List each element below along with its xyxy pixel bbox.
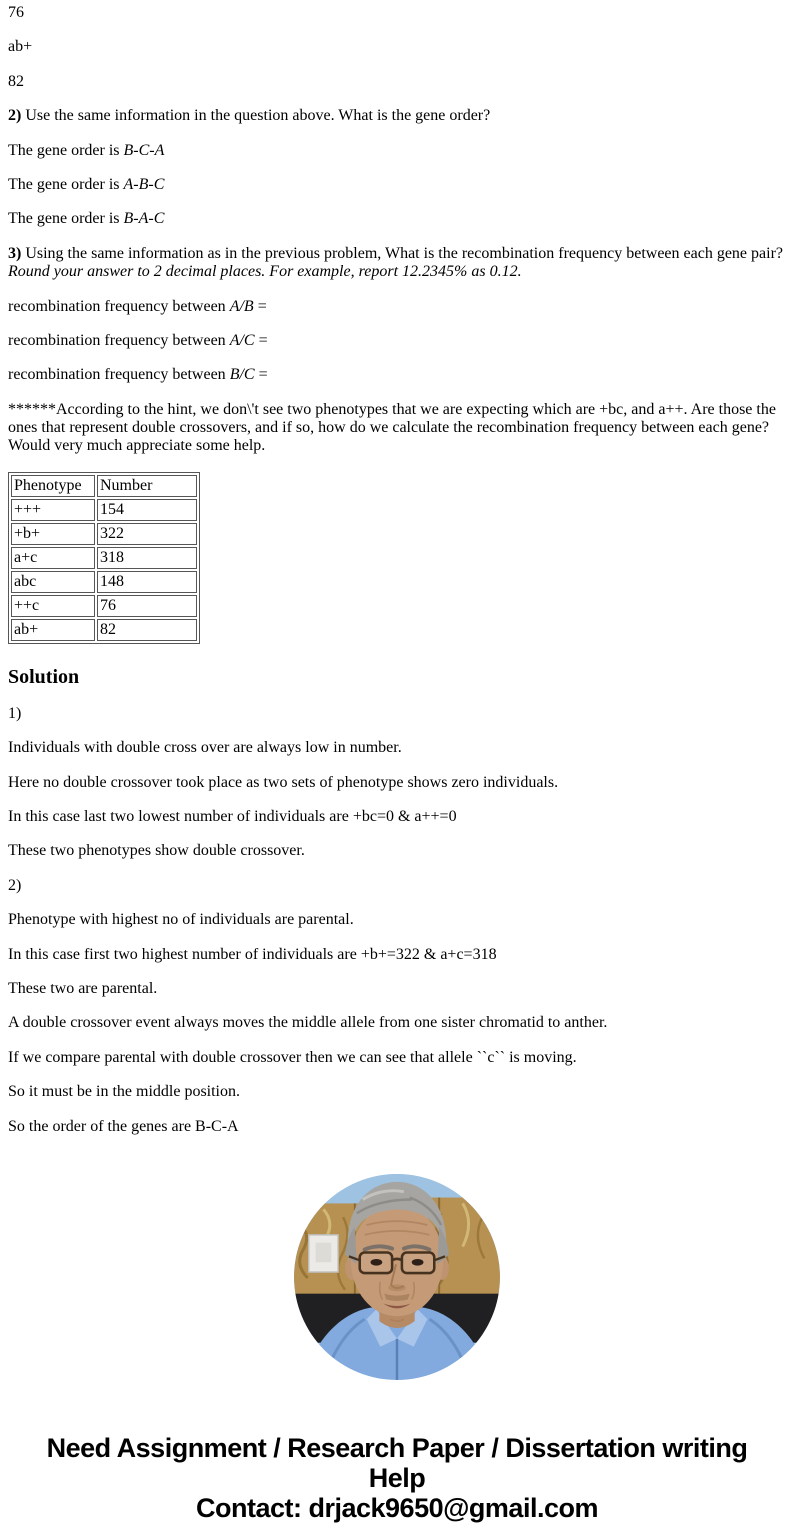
- gene-pair: B/C: [229, 366, 255, 384]
- number-cell: 148: [97, 571, 197, 593]
- gene-order-option: The gene order is B-C-A: [8, 141, 165, 159]
- table-row: [11, 619, 197, 641]
- phenotype-cell: a+c: [11, 547, 95, 569]
- recombination-line: recombination frequency between B/C =: [8, 366, 268, 384]
- solution-part-label: 1): [8, 704, 22, 722]
- question-3-number: 3): [8, 244, 22, 262]
- solution-paragraph: In this case last two lowest number of individuals are +bc=0 & a++=0: [8, 808, 457, 826]
- question-3-body: Using the same information as in the previous problem, What is the recombination frequency between each gene pair?: [21, 244, 783, 262]
- table-row: [11, 547, 197, 569]
- solution-heading: Solution: [8, 665, 80, 688]
- solution-paragraph: These two phenotypes show double crossover.: [8, 842, 305, 860]
- question-2-text: [8, 107, 786, 125]
- solution-paragraph: Phenotype with highest no of individuals are parental.: [8, 911, 354, 929]
- table-row: [11, 499, 197, 521]
- phenotype-cell: +++: [11, 499, 95, 521]
- solution-paragraph: Here no double crossover took place as two sets of phenotype shows zero individuals.: [8, 773, 559, 791]
- solution-paragraph: In this case first two highest number of individuals are +b+=322 & a+c=318: [8, 945, 497, 963]
- number-cell: 322: [97, 523, 197, 545]
- number-cell: 76: [97, 595, 197, 617]
- gene-order-option: The gene order is A-B-C: [8, 175, 165, 193]
- solution-paragraph: If we compare parental with double crossover then we can see that allele ``c`` is moving.: [8, 1048, 577, 1066]
- solution-paragraph: These two are parental.: [8, 979, 158, 997]
- number-cell: 82: [97, 619, 197, 641]
- solution-paragraph: So it must be in the middle position.: [8, 1083, 240, 1101]
- phenotype-cell: +b+: [11, 523, 95, 545]
- footer-banner: [25, 1433, 769, 1523]
- table-header-row: [11, 475, 197, 497]
- question-3-text: [8, 245, 786, 282]
- question-2-body: Use the same information in the question above. What is the gene order?: [21, 107, 491, 125]
- footer-contact-email: Contact: drjack9650@gmail.com: [196, 1493, 598, 1524]
- context-value-line: ab+: [8, 38, 33, 56]
- number-cell: 318: [97, 547, 197, 569]
- question-3-instruction: Round your answer to 2 decimal places. For example, report 12.2345% as 0.12.: [8, 263, 522, 281]
- number-cell: 154: [97, 499, 197, 521]
- tutor-avatar: [294, 1174, 500, 1380]
- solution-part-label: 2): [8, 876, 22, 894]
- number-column-header: Number: [97, 475, 197, 497]
- phenotype-cell: ab+: [11, 619, 95, 641]
- recombination-line: recombination frequency between A/B =: [8, 297, 267, 315]
- solution-paragraph: Individuals with double cross over are always low in number.: [8, 739, 402, 757]
- context-value-line: 76: [8, 4, 24, 21]
- table-row: [11, 571, 197, 593]
- student-note: ******According to the hint, we don\'t see two phenotypes that we are expecting which are +bc, and a++. Are those the ones that represent double crossovers, and if so, how do we calculate the recombination frequency between each gene? Would very much appreciate some help.: [8, 400, 776, 455]
- table-row: [11, 523, 197, 545]
- gene-order-value: A-B-C: [123, 175, 165, 193]
- footer-help-text: Need Assignment / Research Paper / Dissertation writing Help: [46, 1433, 748, 1494]
- gene-order-value: B-A-C: [123, 210, 165, 228]
- phenotype-column-header: Phenotype: [11, 475, 95, 497]
- context-value-line: 82: [8, 72, 24, 90]
- avatar-section: [8, 1174, 786, 1385]
- gene-pair: A/C: [229, 331, 255, 349]
- phenotype-cell: abc: [11, 571, 95, 593]
- gene-order-value: B-C-A: [123, 141, 165, 159]
- solution-paragraph: A double crossover event always moves the middle allele from one sister chromatid to anther.: [8, 1014, 608, 1032]
- phenotype-table: [8, 472, 200, 644]
- recombination-line: recombination frequency between A/C =: [8, 331, 268, 349]
- gene-order-option: The gene order is B-A-C: [8, 210, 165, 228]
- solution-paragraph: So the order of the genes are B-C-A: [8, 1117, 239, 1135]
- question-2-number: 2): [8, 107, 22, 125]
- table-row: [11, 595, 197, 617]
- tutor-avatar-illustration: [294, 1174, 500, 1380]
- phenotype-cell: ++c: [11, 595, 95, 617]
- gene-pair: A/B: [229, 297, 254, 315]
